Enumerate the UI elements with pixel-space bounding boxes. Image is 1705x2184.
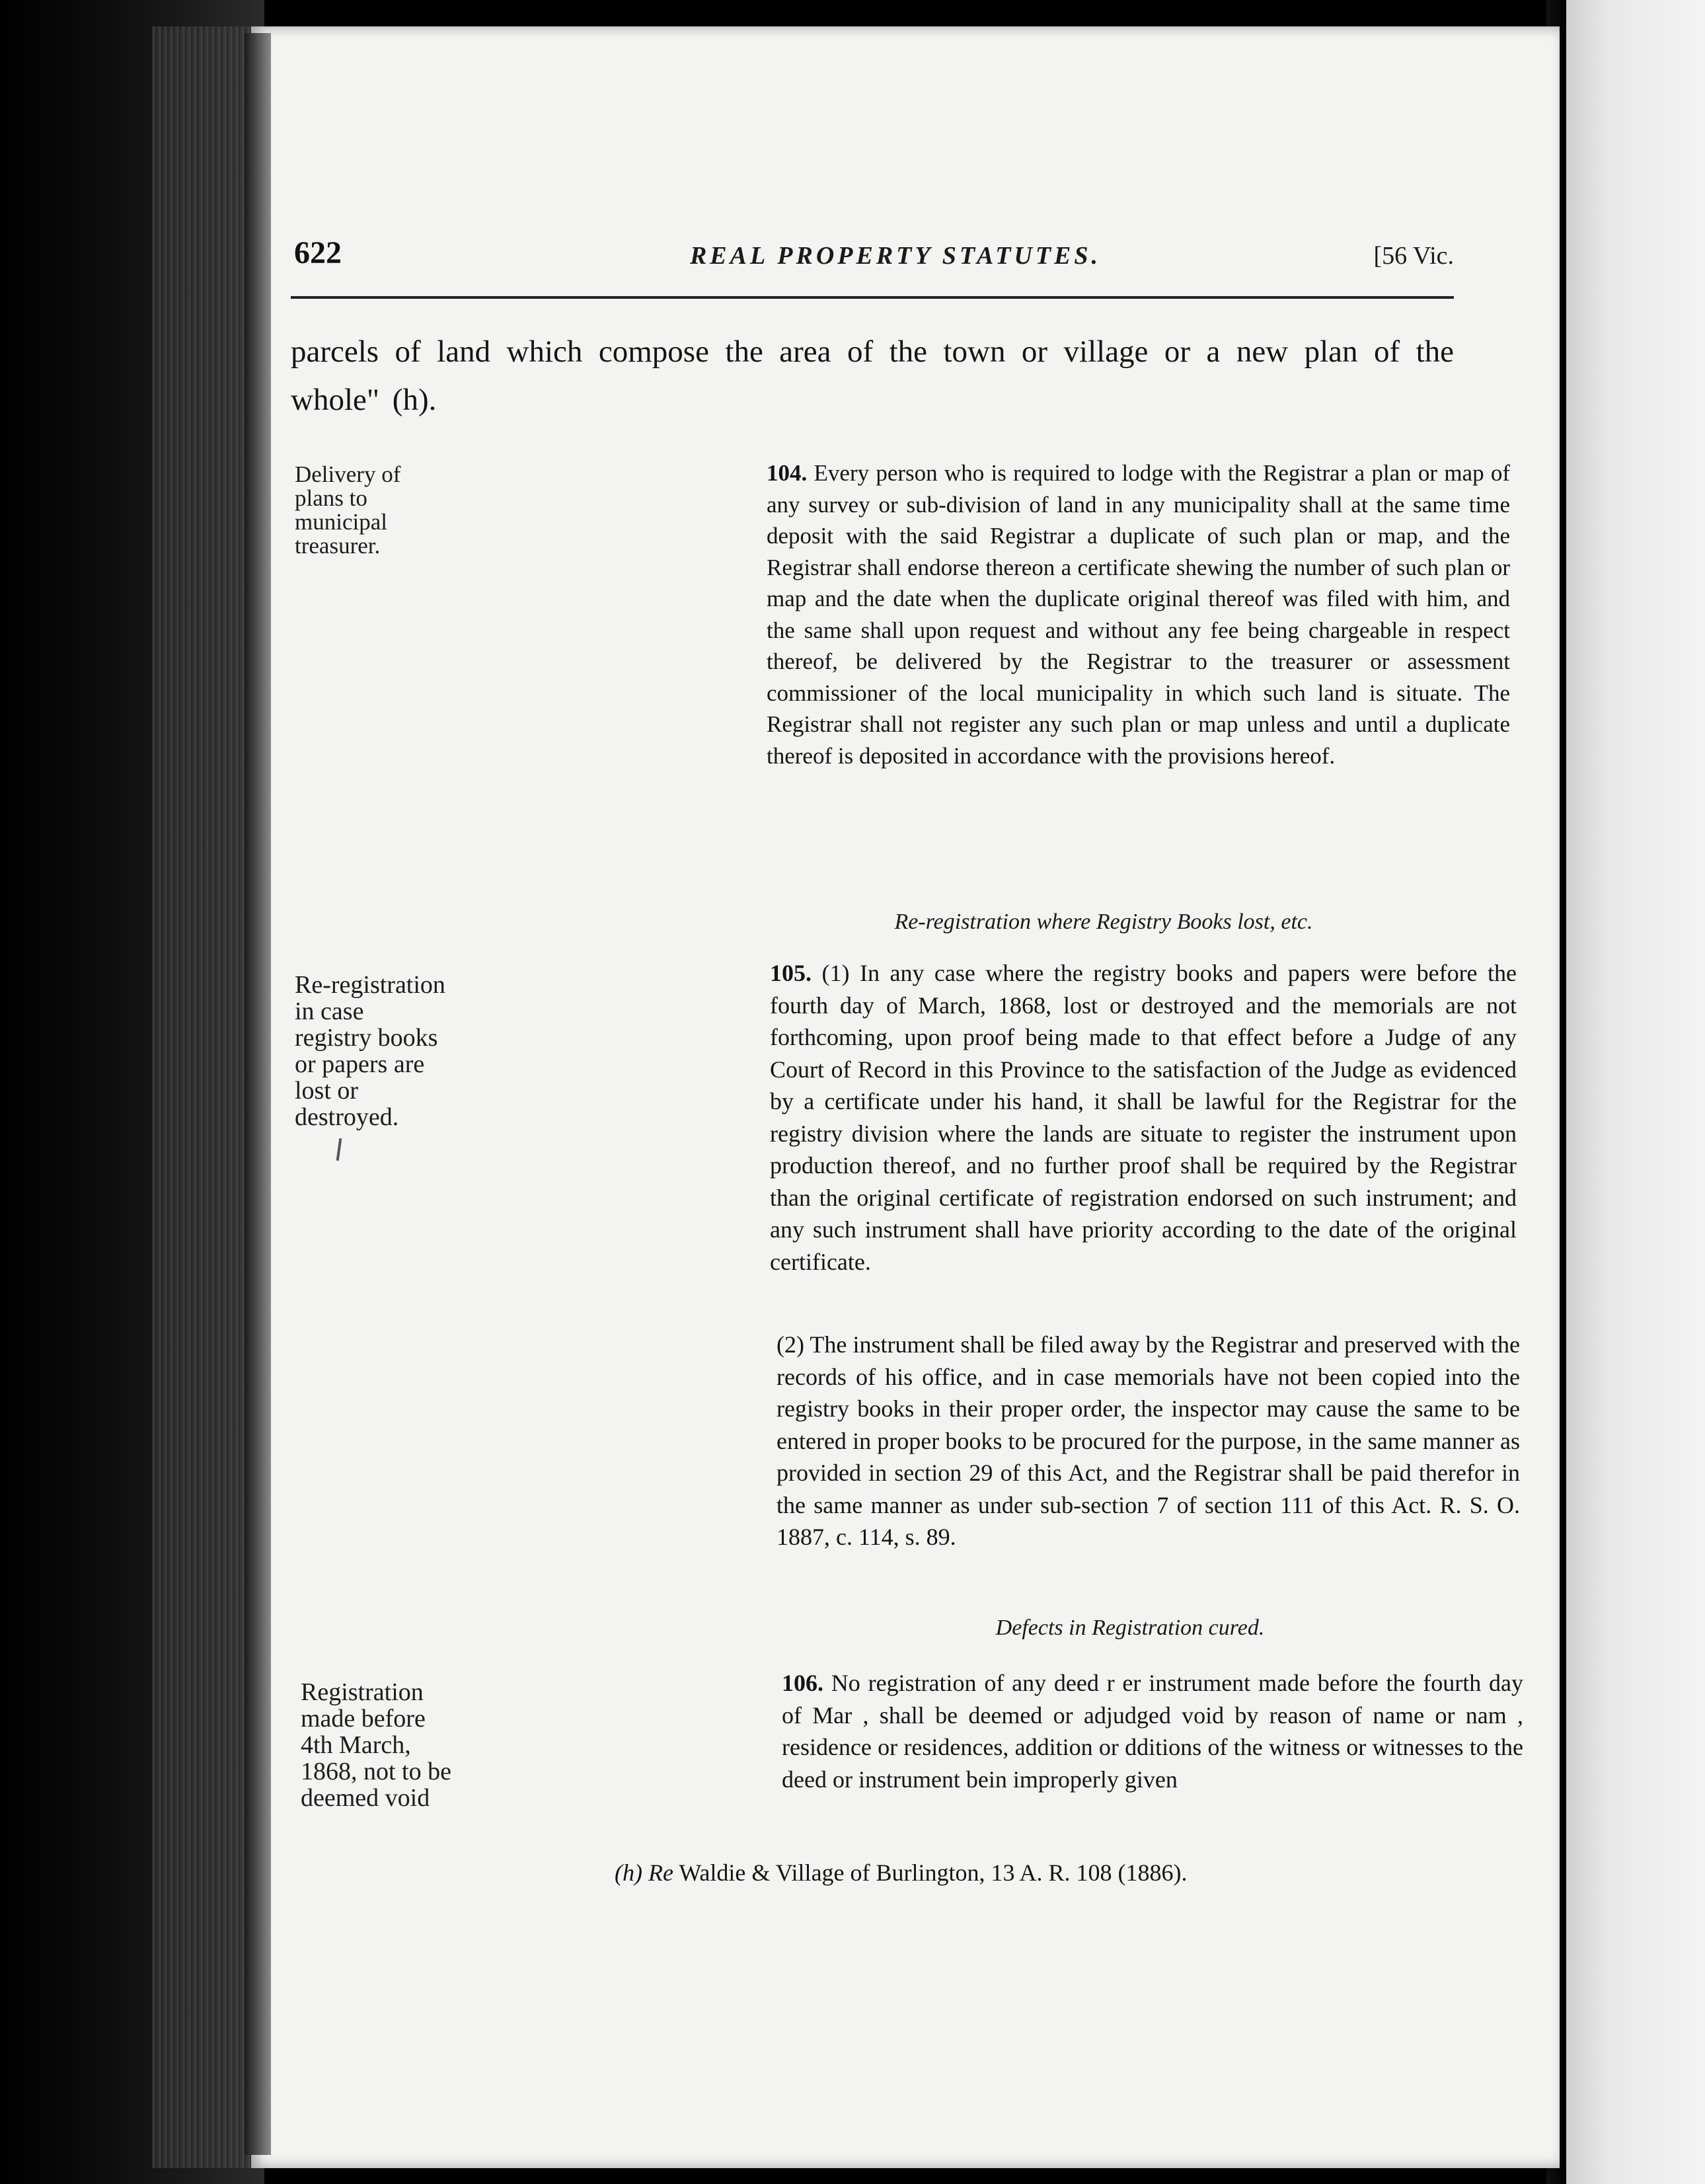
footnote-marker: (h) [615,1859,642,1886]
section-number-105: 105. [770,960,812,986]
continuation-paragraph: parcels of land which compose the area of the town or village or a new plan of the whole" (h). [291,334,1454,417]
sidenote-106: Registration made before 4th March, 1868, not to be deemed void [301,1678,451,1812]
sidenote-104: Delivery of plans to municipal treasurer. [295,461,401,559]
page-header [294,235,1454,274]
section-104 [717,457,1510,771]
section-105-1-text: In any case where the registry books and papers were before the fourth day of March, 1868, lost or destroyed and the memorials are not forthcoming, upon proof being made to that effect before a Judge of any Court of Record in this Province to the satisfaction of the Judge as evidenced by a certificate under his hand, it shall be lawful for the Registrar for the registry division where the lands are situate to register the instrument upon production thereof, and no further proof shall be required by the Registrar than the original certificate of registration endorsed on such instrument; and any such instrument shall have priority according to the date of the original certificate. [770,960,1517,1275]
regnal-year: [56 Vic. [1373,242,1454,270]
heading-106: Defects in Registration cured. [995,1616,1265,1640]
footnote-re: Re [648,1859,673,1886]
page-edge-shadow [245,33,271,2155]
section-105-subsection-1 [720,957,1517,1278]
section-number-104: 104. [767,460,808,486]
running-title: REAL PROPERTY STATUTES. [689,242,1102,270]
section-105-subsection-2 [727,1329,1520,1553]
subsection-marker-2: (2) [777,1331,804,1358]
section-106-text: No registration of any deed r er instrument made before the fourth day of Mar , shall be deemed or adjudged void by reason of name or nam , residence or residences, addition or dditions of the witness or witnesses to the deed or instrument bein improperly given [782,1670,1523,1793]
section-104-text: Every person who is required to lodge with the Registrar a plan or map of any survey or sub-division of land in any municipality shall at the same time deposit with the said Registrar a duplicate of such plan or map, and the Registrar shall endorse thereon a certificate shewing the number of such plan or map and the date when the duplicate original thereof was filed with him, and the same shall upon request and without any fee being chargeable in respect thereof, be delivered by the Registrar to the treasurer or assessment commissioner of the local municipality in which such land is situate. The Registrar shall not register any such plan or map unless and until a duplicate thereof is deposited in accordance with the provisions hereof. [767,460,1511,769]
section-number-106: 106. [782,1670,823,1696]
section-105-2-text: The instrument shall be filed away by the Registrar and preserved with the records of his office, and in case memorials have not been copied into the registry books in their proper order, the inspector may cause the same to be entered in proper books to be procured for the purpose, in the same manner as provided in section 29 of this Act, and the Registrar shall be paid therefor in the same manner as under sub-section 7 of section 111 of this Act. R. S. O. 1887, c. 114, s. 89. [777,1331,1521,1550]
facing-page [1566,0,1705,2184]
sidenote-105: Re-registration in case registry books or papers are lost or destroyed. [295,971,445,1131]
footnote [615,1859,1355,1887]
header-rule [291,296,1454,299]
heading-105: Re-registration where Registry Books lost, etc. [894,910,1313,934]
subsection-marker-1: (1) [821,960,850,986]
section-106 [732,1667,1523,1795]
page-number: 622 [294,235,342,270]
footnote-text: Waldie & Village of Burlington, 13 A. R. 108 (1886). [679,1859,1188,1886]
